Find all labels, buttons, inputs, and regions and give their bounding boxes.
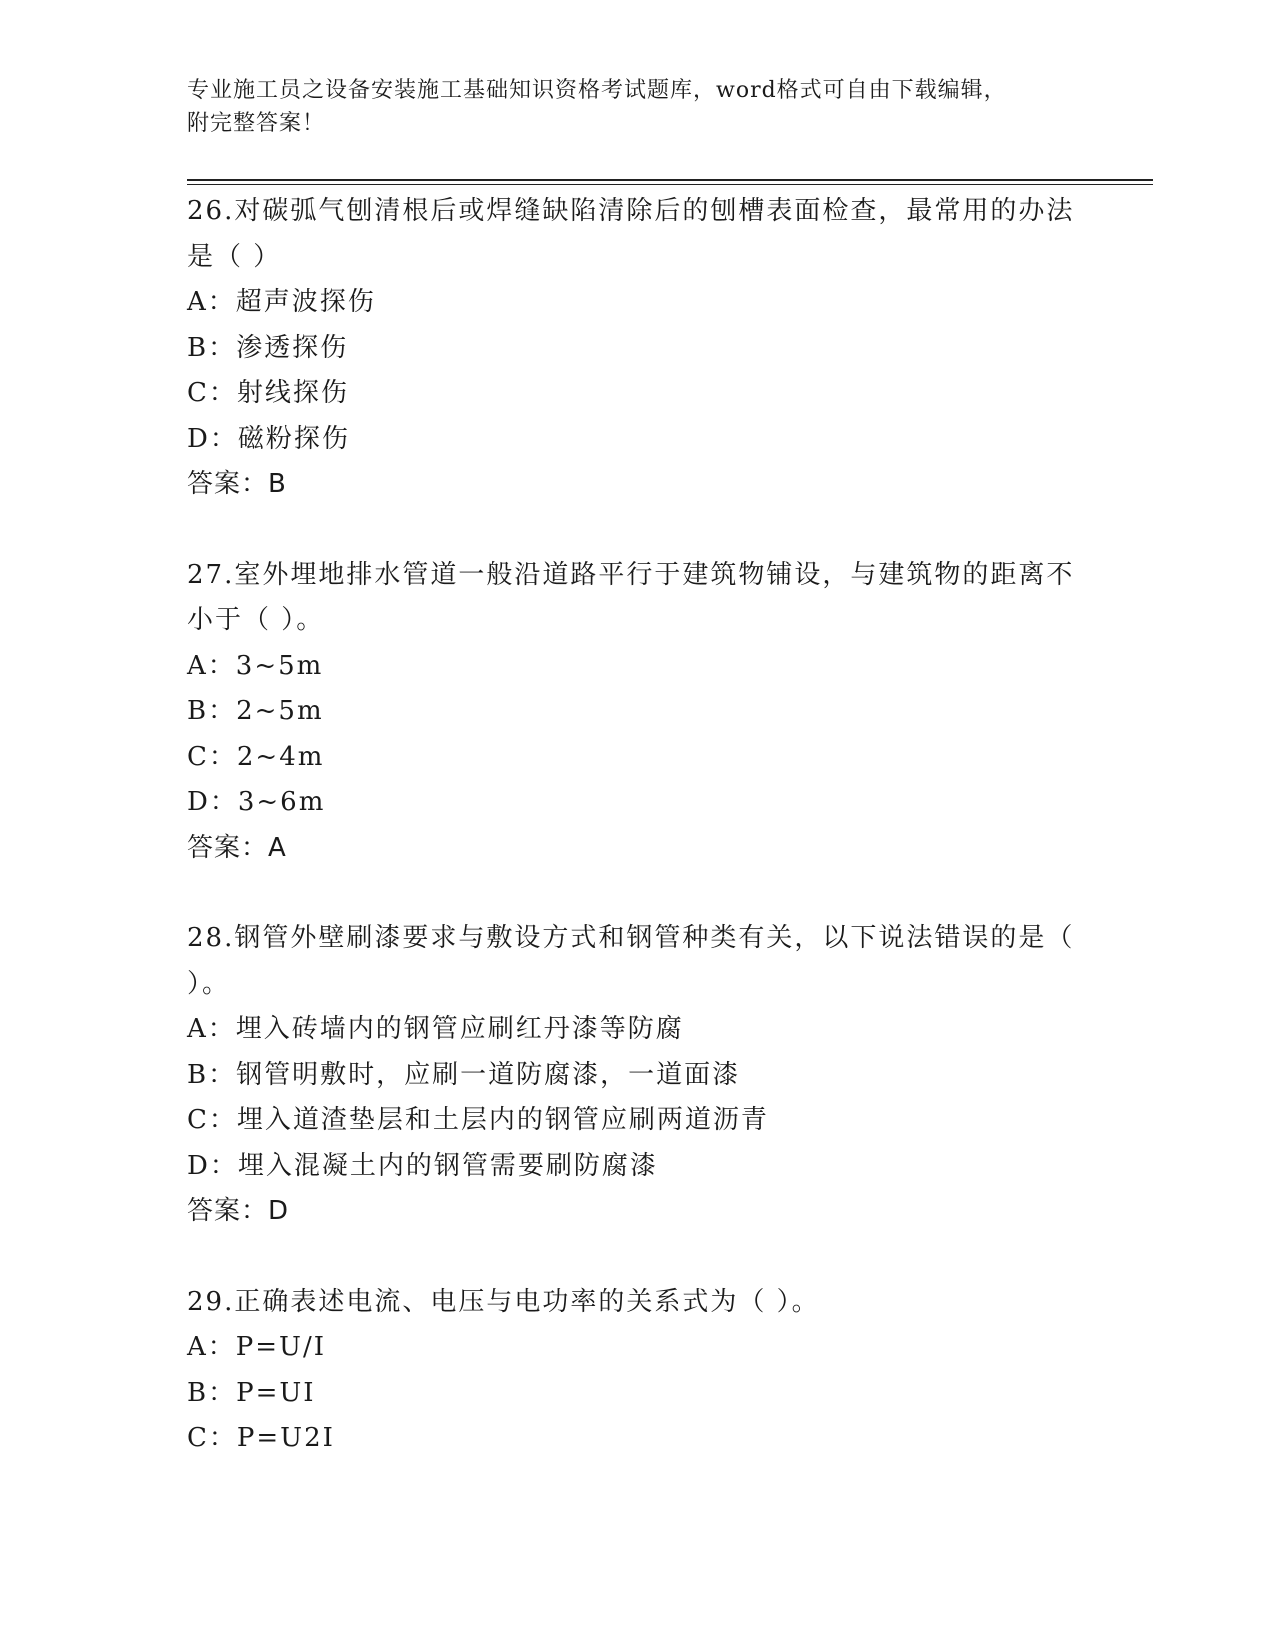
header-line-2: 附完整答案！ [187, 111, 326, 136]
header-line-1: 专业施工员之设备安装施工基础知识资格考试题库，word格式可自由下载编辑， [187, 78, 1007, 103]
question-29 [187, 1280, 1087, 1462]
option-b: B：P=UI [187, 1377, 316, 1408]
option-d: D：磁粉探伤 [187, 423, 350, 454]
option-c: C：埋入道渣垫层和土层内的钢管应刷两道沥青 [187, 1105, 769, 1135]
option-a: A：埋入砖墙内的钢管应刷红丹漆等防腐 [187, 1014, 684, 1044]
option-d: D：埋入混凝土内的钢管需要刷防腐漆 [187, 1150, 658, 1181]
option-a: A：3~5m [187, 650, 324, 681]
question-26 [187, 189, 1087, 508]
question-stem: 29.正确表述电流、电压与电功率的关系式为（ ）。 [187, 1286, 820, 1317]
question-stem: 28.钢管外壁刷漆要求与敷设方式和钢管种类有关，以下说法错误的是（ ）。 [187, 923, 1075, 999]
header-divider-thick [187, 179, 1153, 181]
question-list [187, 189, 1087, 1507]
question-28 [187, 916, 1087, 1235]
answer-line: 答案：D [187, 1196, 290, 1226]
option-c: C：2~4m [187, 741, 325, 772]
question-27 [187, 553, 1087, 872]
answer-line: 答案：A [187, 832, 287, 863]
option-b: B：钢管明敷时，应刷一道防腐漆，一道面漆 [187, 1059, 741, 1090]
option-a: A：超声波探伤 [187, 287, 376, 317]
option-c: C：P=U2I [187, 1423, 335, 1453]
option-b: B：渗透探伤 [187, 332, 349, 363]
option-b: B：2~5m [187, 696, 324, 726]
document-header [187, 74, 1087, 140]
answer-line: 答案：B [187, 469, 287, 499]
header-divider-thin [187, 184, 1153, 185]
option-a: A：P=U/I [187, 1332, 326, 1362]
question-stem: 26.对碳弧气刨清根后或焊缝缺陷清除后的刨槽表面检查，最常用的办法是（ ） [187, 196, 1075, 272]
question-stem: 27.室外埋地排水管道一般沿道路平行于建筑物铺设，与建筑物的距离不小于（ ）。 [187, 559, 1075, 635]
option-c: C：射线探伤 [187, 378, 349, 408]
option-d: D：3~6m [187, 787, 326, 817]
